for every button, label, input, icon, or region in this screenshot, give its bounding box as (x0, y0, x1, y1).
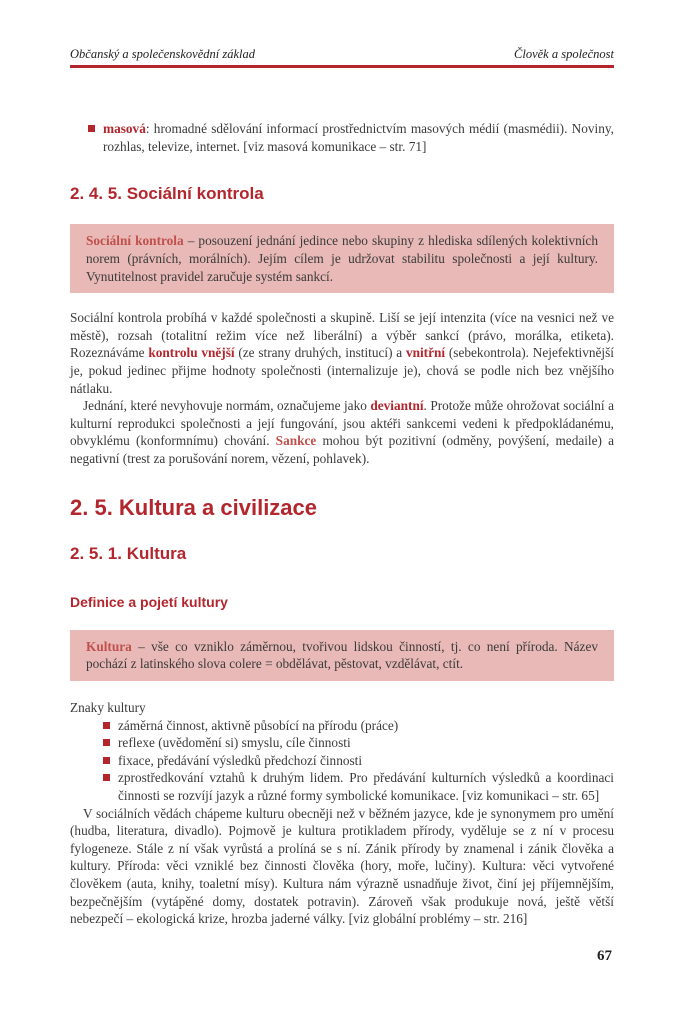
definition-text: – vše co vzniklo záměrnou, tvořivou lidskou činností, tj. co není příroda. Název pochází z latinského slova colere = obdělávat, pěstovat, vzdělávat, ctít. (86, 638, 598, 672)
list-item-text: fixace, předávání výsledků předchozí činnosti (118, 752, 363, 768)
text: mohou být pozitivní (odměny, povýšení, medaile) a negativní (trest za porušování norem, vězení, pohlavek). (70, 433, 615, 466)
list-title: Znaky kultury (70, 700, 146, 715)
intro-bullet (103, 120, 614, 155)
bullet-square-icon (103, 757, 110, 764)
term: masová (103, 121, 146, 136)
bullet-square-icon (103, 774, 110, 781)
text: Sociální kontrola probíhá v každé společnosti a skupině. Liší se její intenzita (více na vesnici než ve městě), rozsah (totalitní režim více než liberální) a výběr sankcí (právo, morálka, etiketa). Rozeznáváme (70, 310, 614, 361)
list-item-text: zprostředkování vztahů k druhým lidem. Pro předávání kulturních výsledků a koordinaci činnosti se rozvíjí jazyk a různé formy symbolické komunikace. [viz komunikaci – str. 65] (118, 770, 614, 803)
header-chapter-title: Člověk a společnost (514, 47, 614, 61)
definition-box-social-control (70, 224, 614, 293)
section-heading-2-5-1: 2. 5. 1. Kultura (70, 544, 187, 564)
definition-text: – posouzení jednání jedince nebo skupiny z hlediska sdílených kolektivních norem (právních, morálních). Jejím cílem je udržovat stabilitu společnosti a její kultury. Vynutitelnost pravidel zaručuje systém sankcí. (86, 233, 598, 284)
definition-term: Kultura (86, 638, 132, 654)
page-content (70, 68, 614, 928)
running-header (70, 46, 614, 62)
list-item (118, 734, 614, 752)
bullet-square-icon (103, 722, 110, 729)
term: deviantní (370, 398, 424, 414)
text: (ze strany druhých, institucí) a (234, 345, 406, 361)
chapter-heading-2-5: 2. 5. Kultura a civilizace (70, 494, 318, 520)
paragraph (70, 397, 614, 467)
text: (sebekontrola). Nejefektivnější je, pokud jedinec přijme hodnoty společnosti (internalizuje je), chová se podle nich bez vnějšího nátlaku. (70, 345, 614, 396)
term: kontrolu vnější (148, 345, 235, 361)
term: vnitřní (405, 345, 446, 361)
subsection-heading: Definice a pojetí kultury (70, 594, 228, 611)
page-number: 67 (597, 947, 612, 964)
definition-term: Sociální kontrola (86, 233, 184, 249)
text: Jednání, které nevyhovuje normám, označujeme jako (83, 398, 371, 414)
list-item (118, 717, 614, 735)
culture-traits-list (118, 717, 614, 805)
list-item-text: záměrná činnost, aktivně působící na přírodu (práce) (118, 717, 399, 733)
header-book-title: Občanský a společenskovědní základ (70, 47, 256, 61)
list-item (118, 752, 614, 770)
text: . Protože může ohrožovat sociální a kulturní reprodukci společnosti a její fungování, jsou aktéři sankcemi vedeni k předpokládanému, obvyklému (konformnímu) chování. (70, 398, 614, 449)
bullet-text: : hromadné sdělování informací prostřednictvím masových médií (masmédii). Noviny, rozhlas, televize, internet. [viz masová komunikace – str. 71] (103, 121, 614, 154)
bullet-square-icon (88, 125, 95, 132)
paragraph (70, 309, 614, 397)
list-item (118, 769, 614, 804)
list-item-text: reflexe (uvědomění si) smyslu, cíle činnosti (118, 735, 351, 751)
term: Sankce (275, 433, 317, 449)
bullet-square-icon (103, 739, 110, 746)
paragraph: V sociálních vědách chápeme kulturu obecněji než v běžném jazyce, kde je synonymem pro umění (hudba, literatura, divadlo). Pojmově je kultura protikladem přírody, vyděluje se z ní v procesu fylogeneze. Stále z ní však vyrůstá a prolíná se s ní. Zánik přírody by znamenal i zánik člověka a kultury. Příroda: věci vzniklé bez činnosti člověka (hory, moře, lučiny). Kultura: věci vytvořené člověkem (auta, knihy, toaletní mísy). Kultura nám výrazně usnadňuje život, činí jej příjemnějším, bezpečnějším (vytápěné domy, dostatek potravin). Zároveň však produkuje nová, ještě větší nebezpečí – ekologická krize, hrozba jaderné války. [viz globální problémy – str. 216] (70, 805, 614, 927)
section-heading-2-4-5: 2. 4. 5. Sociální kontrola (70, 184, 264, 204)
definition-box-culture (70, 630, 614, 681)
